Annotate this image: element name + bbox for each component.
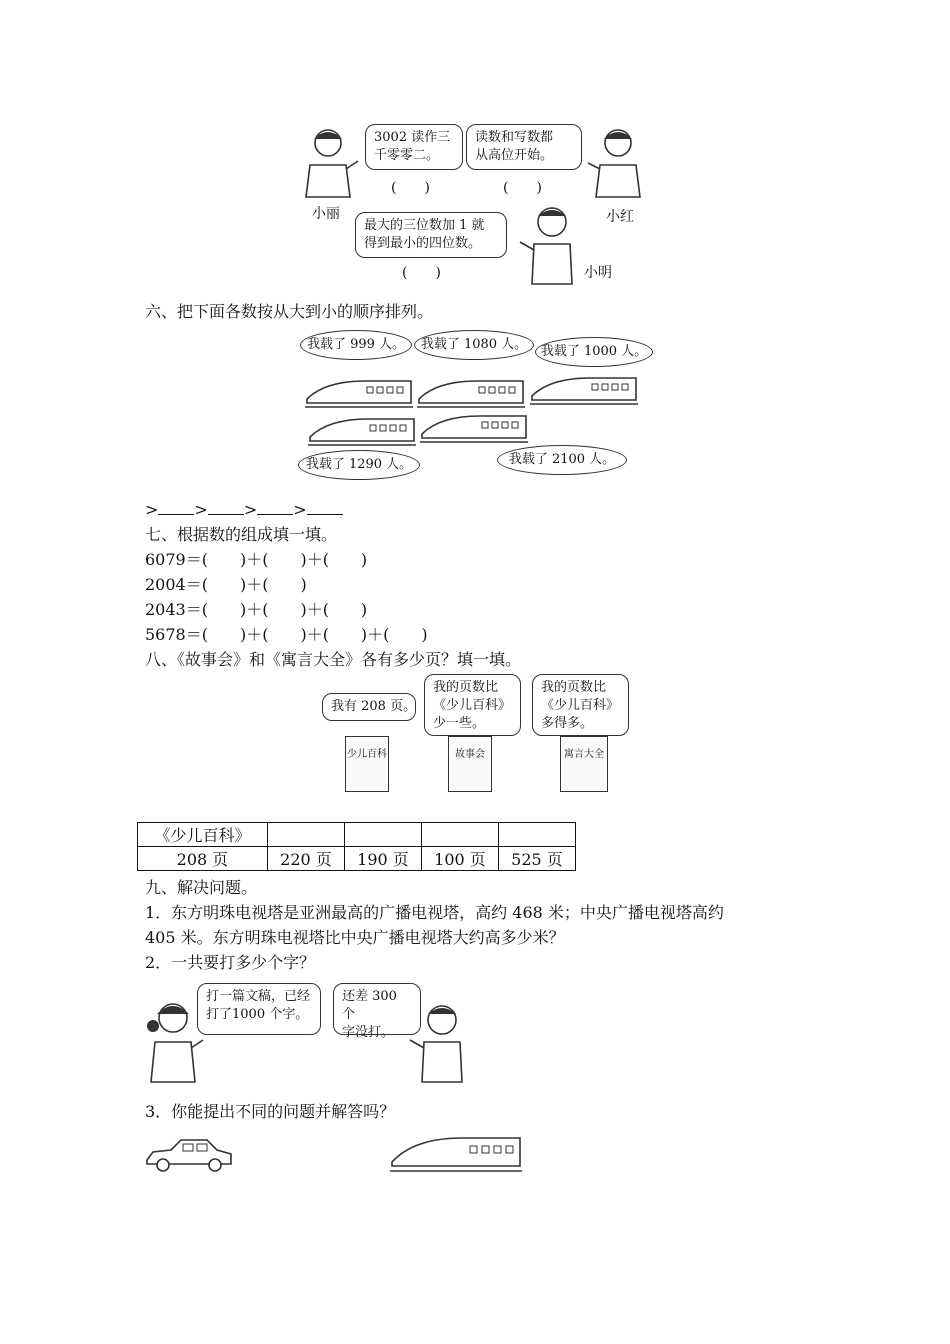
composition-line-2: 2004＝( )＋( ) [145,575,307,594]
table-cell: 190 页 [345,847,422,871]
table-row [138,847,576,871]
ordering-answer-line: > > > > [145,499,343,521]
bubble-train-999: 我载了 999 人。 [300,330,412,360]
composition-line-4: 5678＝( )＋( )＋( )＋( ) [145,625,428,644]
table-cell-blank[interactable] [268,823,345,847]
section8-heading: 八、《故事会》和《寓言大全》各有多少页？填一填。 [145,650,522,669]
train-icon-1 [305,375,415,409]
section7-heading: 七、根据数的组成填一填。 [145,525,338,544]
composition-line-1: 6079＝( )＋( )＋( ) [145,550,368,569]
book-yuyan-daquan [560,736,608,792]
section9-heading: 九、解决问题。 [145,878,258,897]
question-1-line-2: 405 米。东方明珠电视塔比中央广播电视塔大约高多少米？ [145,928,565,947]
question-1-line-1: 1．东方明珠电视塔是亚洲最高的广播电视塔，高约 468 米；中央广播电视塔高约 [145,903,724,922]
table-cell: 100 页 [422,847,499,871]
bubble-train-2100: 我载了 2100 人。 [497,445,627,475]
order-blank-4[interactable] [307,500,343,515]
order-blank-1[interactable] [158,500,194,515]
table-cell-blank[interactable] [422,823,499,847]
boy-figure [408,1000,470,1086]
table-cell-blank[interactable] [345,823,422,847]
order-blank-3[interactable] [257,500,293,515]
bubble-boy: 还差 300 个 字没打。 [333,983,421,1035]
train-icon [390,1130,524,1174]
bubble-train-1290: 我载了 1290 人。 [298,450,420,480]
train-icon-3 [530,372,640,406]
table-cell: 《少儿百科》 [138,823,268,847]
answer-paren-1: ( ) [391,180,430,196]
table-cell: 525 页 [499,847,576,871]
composition-line-3: 2043＝( )＋( )＋( ) [145,600,368,619]
bubble-xiaohong: 读数和写数都 从高位开始。 [466,124,582,170]
table-cell: 220 页 [268,847,345,871]
car-icon [143,1134,235,1172]
girl-xiaohong-figure [588,125,648,205]
name-xiaoming: 小明 [584,265,612,281]
section6-heading: 六、把下面各数按从大到小的顺序排列。 [145,302,434,321]
bubble-book-2: 我的页数比 《少儿百科》 少一些。 [424,674,521,736]
name-xiaohong: 小红 [606,209,634,225]
order-blank-2[interactable] [208,500,244,515]
question-2: 2．一共要打多少个字？ [145,953,316,972]
bubble-book-3: 我的页数比 《少儿百科》 多得多。 [532,674,629,736]
bubble-girl: 打一篇文稿，已经 打了1000 个字。 [197,983,321,1035]
bubble-train-1080: 我载了 1080 人。 [414,330,534,360]
bubble-book-1: 我有 208 页。 [322,693,416,721]
book-gushihui [448,736,492,792]
girl-xiaoli-figure [300,125,360,205]
book-shaoer-baike [345,736,389,792]
bubble-train-1000: 我载了 1000 人。 [535,337,653,367]
book-3-label: 寓言大全 [564,749,604,760]
table-row [138,823,576,847]
book-1-label: 少儿百科 [347,749,387,760]
bubble-xiaoli: 3002 读作三 千零零二。 [365,124,463,170]
table-cell-blank[interactable] [499,823,576,847]
train-icon-5 [420,410,530,444]
answer-paren-2: ( ) [503,180,542,196]
question-3: 3．你能提出不同的问题并解答吗？ [145,1102,396,1121]
book-2-label: 故事会 [455,749,485,760]
train-icon-2 [417,375,527,409]
pages-table [137,822,576,871]
bubble-xiaoming: 最大的三位数加 1 就 得到最小的四位数。 [355,212,507,258]
name-xiaoli: 小丽 [312,206,340,222]
girl-figure [143,998,205,1084]
answer-paren-3: ( ) [402,265,441,281]
table-cell: 208 页 [138,847,268,871]
train-icon-4 [308,413,418,447]
boy-xiaoming-figure [520,200,580,286]
